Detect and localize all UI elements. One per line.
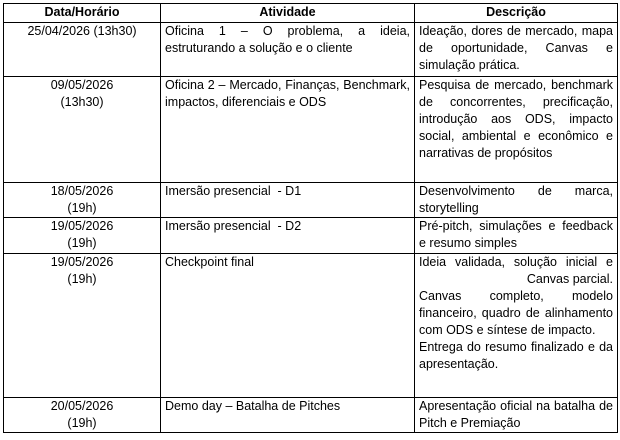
date-cell <box>4 254 161 398</box>
activity-text: Imersão presencial - D2 <box>165 219 302 233</box>
date-text: 09/05/2026 <box>50 78 114 92</box>
date-cell <box>4 218 161 254</box>
date-text: 20/05/2026 <box>50 399 114 413</box>
table-row <box>4 398 618 433</box>
activity-cell <box>161 398 415 433</box>
date-cell <box>4 183 161 218</box>
date-text: 18/05/2026 <box>50 184 114 198</box>
header-description: Descrição <box>415 4 618 23</box>
description-text: Canvas completo, modelo financeiro, quadro de alinhamento com ODS e síntese de impacto. <box>419 289 613 337</box>
date-cell <box>4 398 161 433</box>
date-text: 19/05/2026 <box>50 219 114 233</box>
header-activity: Atividade <box>161 4 415 23</box>
time-text: (13h30) <box>60 95 104 109</box>
description-cell <box>415 254 618 398</box>
description-text: Pesquisa de mercado, benchmark de concorrentes, precificação, introdução aos ODS, impacto social, ambiental e econômico e narrativas de propósitos <box>419 78 613 160</box>
schedule-table <box>3 3 618 433</box>
activity-text: Oficina 1 – O problema, a ideia, estruturando a solução e o cliente <box>165 24 410 55</box>
description-cell <box>415 218 618 254</box>
description-text: Apresentação oficial na batalha de Pitch e Premiação <box>419 399 613 430</box>
time-text: (19h) <box>67 416 97 430</box>
header-date: Data/Horário <box>4 4 161 23</box>
time-text: (19h) <box>67 201 97 215</box>
table-row <box>4 77 618 183</box>
date-text: 25/04/2026 (13h30) <box>27 24 137 38</box>
activity-cell <box>161 23 415 77</box>
time-text: (19h) <box>67 272 97 286</box>
description-cell <box>415 23 618 77</box>
date-text: 19/05/2026 <box>50 255 114 269</box>
description-text: Entrega do resumo finalizado e da apresentação. <box>419 340 613 371</box>
date-cell <box>4 77 161 183</box>
activity-cell <box>161 183 415 218</box>
activity-text: Imersão presencial - D1 <box>165 184 302 198</box>
activity-cell <box>161 218 415 254</box>
activity-text: Demo day – Batalha de Pitches <box>165 399 341 413</box>
table-row <box>4 218 618 254</box>
table-row <box>4 254 618 398</box>
header-row <box>4 4 618 23</box>
table-row <box>4 23 618 77</box>
description-text: Ideia validada, solução inicial e Canvas parcial. <box>419 255 613 286</box>
description-cell <box>415 398 618 433</box>
date-cell <box>4 23 161 77</box>
description-cell <box>415 183 618 218</box>
time-text: (19h) <box>67 236 97 250</box>
table-row <box>4 183 618 218</box>
description-cell <box>415 77 618 183</box>
activity-cell <box>161 254 415 398</box>
description-text: Pré-pitch, simulações e feedback e resumo simples <box>419 219 613 250</box>
description-text: Desenvolvimento de marca, storytelling <box>419 184 613 215</box>
description-text: Ideação, dores de mercado, mapa de oportunidade, Canvas e simulação prática. <box>419 24 613 72</box>
activity-text: Oficina 2 – Mercado, Finanças, Benchmark, impactos, diferenciais e ODS <box>165 78 410 109</box>
activity-text: Checkpoint final <box>165 255 254 269</box>
activity-cell <box>161 77 415 183</box>
